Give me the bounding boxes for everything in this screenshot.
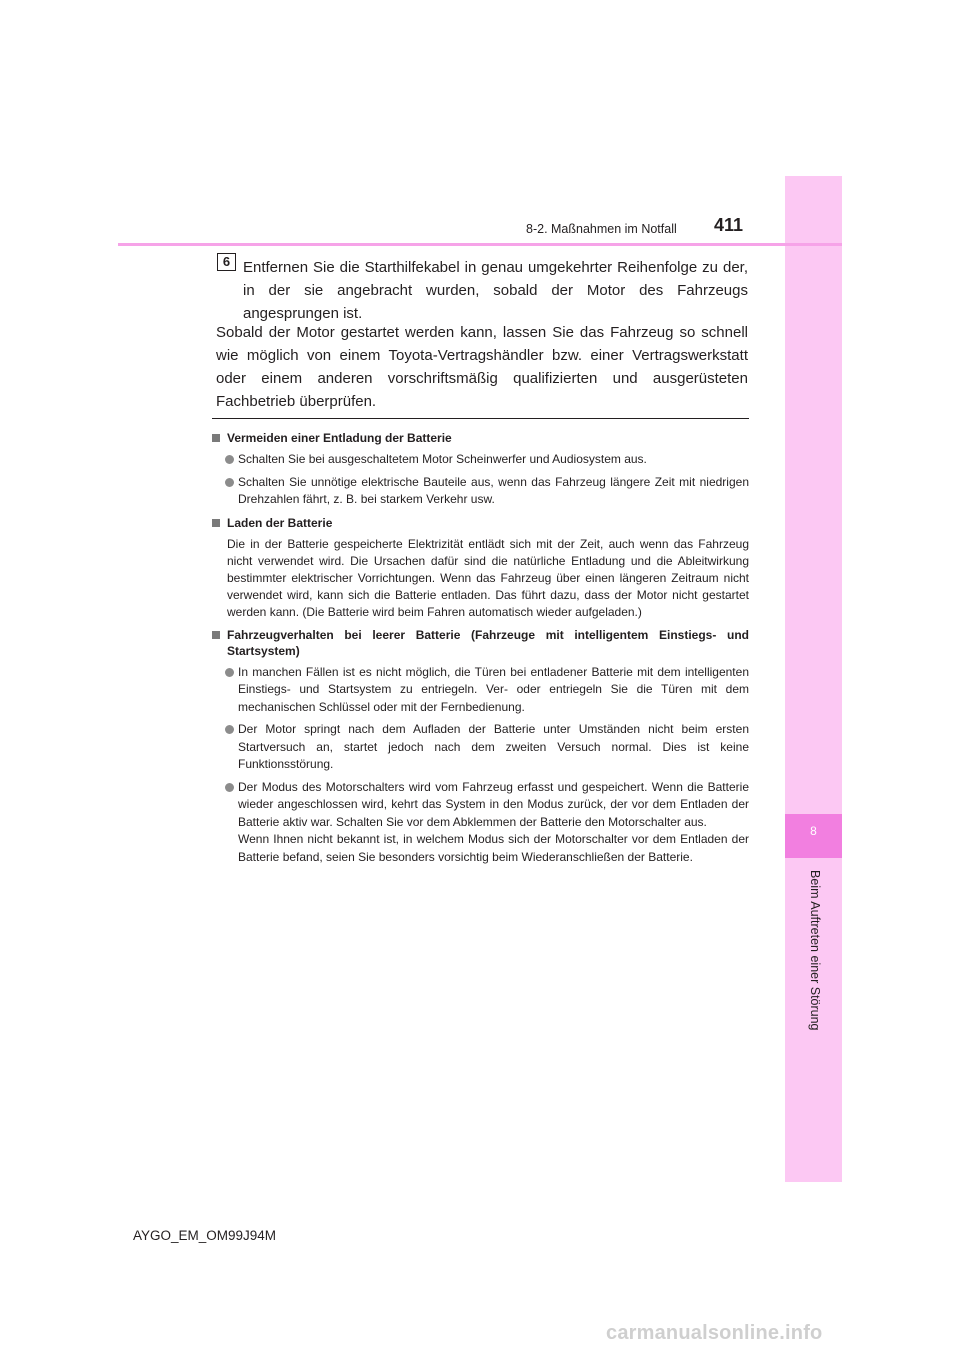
chapter-title: Beim Auftreten einer Störung (808, 870, 822, 1031)
section-heading (211, 515, 749, 531)
section-heading (211, 627, 749, 659)
square-bullet-icon (212, 434, 220, 442)
list-item-text: Schalten Sie bei ausgeschaltetem Motor Scheinwerfer und Audiosystem aus. (238, 452, 647, 466)
section-heading-text: Vermeiden einer Entladung der Batterie (227, 431, 452, 445)
list-item-continuation: Wenn Ihnen nicht bekannt ist, in welchem Modus sich der Motorschalter vor dem Entladen der Batterie befand, seien Sie besonders vorsichtig beim Wiederanschließen der Batterie. (238, 832, 749, 864)
list-item (211, 474, 749, 509)
list-item-text: Der Motor springt nach dem Aufladen der Batterie unter Umständen nicht beim ersten Startversuch an, startet jedoch nach dem zweiten Versuch normal. Dies ist keine Funktionsstörung. (238, 722, 749, 771)
section-heading-text: Laden der Batterie (227, 515, 333, 530)
list-item (211, 451, 749, 469)
step-note: Sobald der Motor gestartet werden kann, lassen Sie das Fahrzeug so schnell wie möglich von einem Toyota-Vertragshändler bzw. einer Vertragswerkstatt oder einem anderen vorschriftsmäßig qualifizierten und ausgerüsteten Fachbetrieb überprüfen. (216, 324, 748, 410)
page-number: 411 (714, 215, 744, 235)
square-bullet-icon (212, 519, 220, 527)
info-section-battery-charging (211, 515, 749, 621)
step-text: Entfernen Sie die Starthilfekabel in genau umgekehrter Reihenfolge zu der, in der sie angebracht wurden, sobald der Motor des Fahrzeugs angesprungen ist. (243, 259, 748, 322)
list-item-text: In manchen Fällen ist es nicht möglich, die Türen bei entladener Batterie mit dem intelligenten Einstiegs- und Startsystem zu entriegeln. Ver- oder entriegeln Sie die Türen mit dem mechanischen Schlüssel oder mit der Fernbedienung. (238, 664, 749, 714)
square-bullet-icon (212, 631, 220, 639)
round-bullet-icon (225, 668, 234, 677)
info-content (211, 430, 749, 872)
chapter-number: 8 (810, 824, 817, 838)
round-bullet-icon (225, 455, 234, 464)
list-item-text: Der Modus des Motorschalters wird vom Fahrzeug erfasst und gespeichert. Wenn die Batterie wieder angeschlossen wird, kehrt das System in den Modus zurück, der vor dem Entladen der Batterie aktiv war. Schalten Sie vor dem Abklemmen der Batterie den Motorschalter aus. (238, 779, 749, 829)
section-heading-text: Fahrzeugverhalten bei leerer Batterie (Fahrzeuge mit intelligentem Einstiegs- und Startsystem) (227, 627, 749, 658)
watermark: carmanualsonline.info (606, 1322, 823, 1344)
round-bullet-icon (225, 783, 234, 792)
document-code: AYGO_EM_OM99J94M (133, 1228, 277, 1243)
list-item (211, 664, 749, 717)
round-bullet-icon (225, 725, 234, 734)
list-item-text: Schalten Sie unnötige elektrische Bauteile aus, wenn das Fahrzeug längere Zeit mit niedrigen Drehzahlen fährt, z. B. bei starkem Verkehr usw. (238, 474, 749, 506)
info-section-empty-battery (211, 627, 749, 867)
section-heading (211, 430, 749, 446)
section-paragraph: Die in der Batterie gespeicherte Elektrizität entlädt sich mit der Zeit, auch wenn das Fahrzeug nicht verwendet wird. Die Ursachen dafür sind die natürliche Entladung und die Ableitwirkung bestimmter elektrischer Vorrichtungen. Wenn das Fahrzeug über einen längeren Zeitraum nicht verwendet wird, kann sich die Batterie entladen. Das führt dazu, dass der Motor nicht gestartet werden kann. (Die Batterie wird beim Fahren automatisch wieder aufgeladen.) (227, 536, 749, 619)
list-item (211, 721, 749, 774)
step-number-badge: 6 (217, 253, 236, 271)
list-item (211, 779, 749, 867)
header-rule (118, 243, 842, 246)
section-title: 8-2. Maßnahmen im Notfall (526, 222, 677, 236)
section-divider (212, 418, 749, 419)
round-bullet-icon (225, 478, 234, 487)
info-section-battery-discharge (211, 430, 749, 509)
